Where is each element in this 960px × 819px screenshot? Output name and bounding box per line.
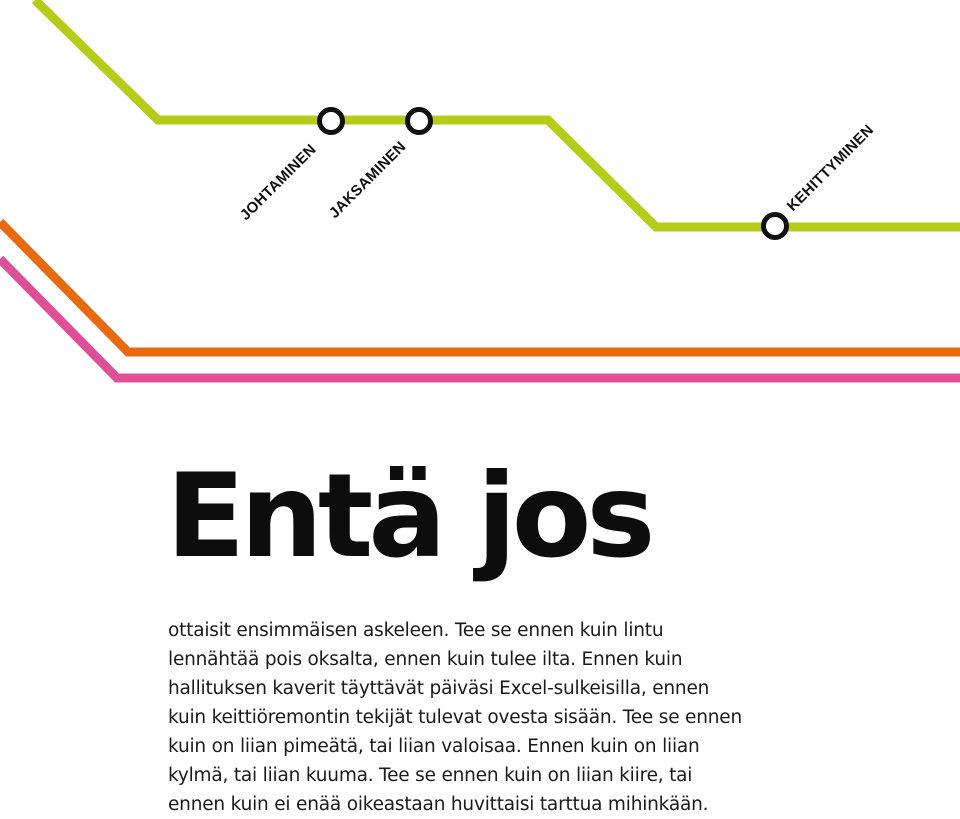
body-line: kuin keittiöremontin tekijät tulevat ovesta sisään. Tee se ennen: [168, 707, 742, 728]
body-line: ottaisit ensimmäisen askeleen. Tee se ennen kuin lintu: [168, 620, 664, 641]
station-jaksaminen-marker: [408, 110, 431, 133]
station-johtaminen-marker: [320, 110, 343, 133]
body-line: ennen kuin ei enää oikeastaan huvittaisi tarttua mihinkään.: [168, 794, 709, 815]
body-line: hallituksen kaverit täyttävät päiväsi Excel-sulkeisilla, ennen: [168, 678, 710, 699]
station-kehittyminen-label: KEHITTYMINEN: [783, 121, 878, 215]
body-line: lennähtää pois oksalta, ennen kuin tulee ilta. Ennen kuin: [168, 649, 683, 670]
body-text: [168, 616, 808, 819]
green-line: [35, 0, 960, 227]
headline: Entä jos: [166, 449, 651, 584]
orange-line: [0, 222, 960, 352]
station-kehittyminen-marker: [764, 215, 787, 238]
pink-line: [0, 259, 960, 378]
body-line: kuin on liian pimeätä, tai liian valoisaa. Ennen kuin on liian: [168, 736, 700, 757]
station-johtaminen-label: JOHTAMINEN: [236, 141, 320, 224]
body-line: kylmä, tai liian kuuma. Tee se ennen kuin on liian kiire, tai: [168, 765, 693, 786]
station-jaksaminen-label: JAKSAMINEN: [325, 138, 410, 222]
